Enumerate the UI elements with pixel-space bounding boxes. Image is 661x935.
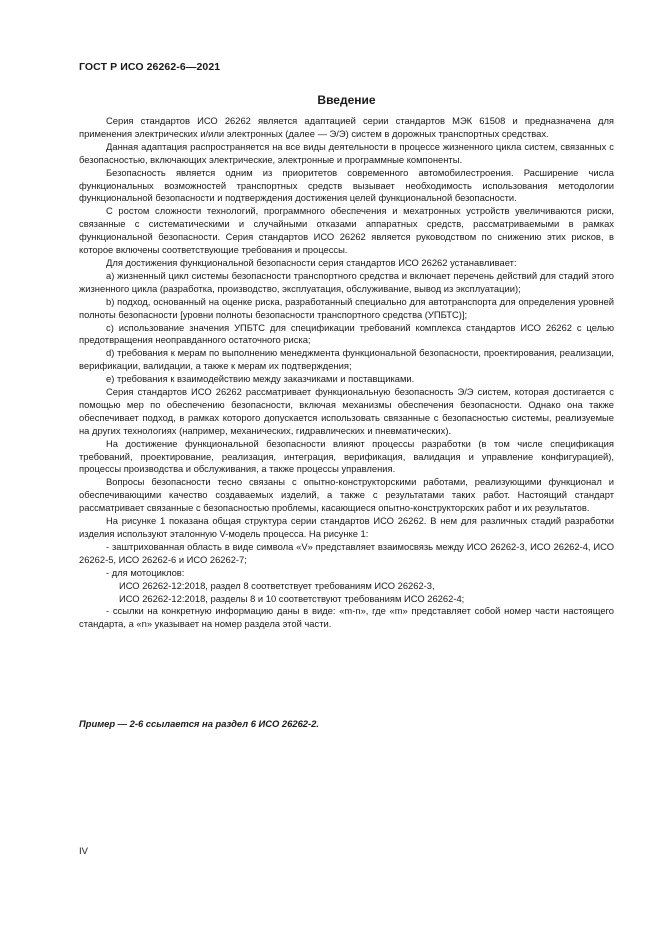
- paragraph: Серия стандартов ИСО 26262 рассматривает функциональную безопасность Э/Э систем, которая достигается с помощью мер по обеспечению безопасности, включая механизмы обеспечения безопасности. Однако она также обеспечивает подход, в рамках которого допускается использовать связанные с безопасностью системы, реализуемые на других технологиях (например, механических, гидравлических и пневматических).: [79, 386, 614, 436]
- document-header: ГОСТ Р ИСО 26262-6—2021: [79, 61, 221, 73]
- paragraph: Серия стандартов ИСО 26262 является адаптацией серии стандартов МЭК 61508 и предназначена для применения электрических и/или электронных (далее — Э/Э) систем в дорожных транспортных средствах.: [79, 115, 614, 139]
- paragraph: С ростом сложности технологий, программного обеспечения и мехатронных устройств увеличиваются риски, связанные с систематическими и случайными отказами аппаратных средств, рассматриваемыми в рамках функциональной безопасности. Серия стандартов ИСО 26262 является руководством по снижению этих рисков, в которое включены соответствующие требования и процессы.: [79, 205, 614, 256]
- section-title: Введение: [317, 93, 376, 107]
- list-item: c) использование значения УПБТС для спецификации требований комплекса стандартов ИСО 26262 с целью предотвращения неоправданного остаточного риска;: [79, 321, 614, 346]
- page-number: IV: [79, 846, 88, 857]
- paragraph: Вопросы безопасности тесно связаны с опытно-конструкторскими работами, реализующими функционал и обеспечивающими качество создаваемых изделий, а также с результатами таких работ. Настоящий стандарт рассматривает связанные с безопасностью проблемы, касающиеся опытно-конструкторских работ и их результатов.: [79, 476, 614, 514]
- list-item: - заштрихованная область в виде символа «V» представляет взаимосвязь между ИСО 26262-3, ИСО 26262-4, ИСО 26262-5, ИСО 26262-6 и ИСО 26262-7;: [79, 540, 614, 565]
- list-item: b) подход, основанный на оценке риска, разработанный специально для автотранспорта для определения уровней полноты безопасности [уровни полноты безопасности транспортного средства (УПБТС)];: [79, 295, 614, 320]
- list-item: - для мотоциклов:: [106, 566, 185, 578]
- paragraph: На достижение функциональной безопасности влияют процессы разработки (в том числе спецификация требований, проектирование, реализация, интеграция, верификация, валидация и управление конфигурацией), процессы производства и обслуживания, а также процессы управления.: [79, 437, 614, 475]
- list-item: e) требования к взаимодействию между заказчиками и поставщиками.: [106, 373, 415, 385]
- list-subitem: ИСО 26262-12:2018, разделы 8 и 10 соответствуют требованиям ИСО 26262-4;: [119, 592, 465, 604]
- list-item: a) жизненный цикл системы безопасности транспортного средства и включает перечень действий для стадий этого жизненного цикла (разработка, производство, эксплуатация, обслуживание, вывод из эксплуатации);: [79, 269, 614, 294]
- paragraph: Для достижения функциональной безопасности серия стандартов ИСО 26262 устанавливает:: [106, 256, 517, 268]
- body-text: [79, 115, 614, 631]
- example-note: Пример — 2-6 ссылается на раздел 6 ИСО 26262-2.: [79, 718, 319, 729]
- paragraph: Данная адаптация распространяется на все виды деятельности в процессе жизненного цикла систем, связанных с безопасностью, включающих электрические, электронные и программные компоненты.: [79, 140, 614, 165]
- list-item: d) требования к мерам по выполнению менеджмента функциональной безопасности, проектирования, реализации, верификации, валидации, а также к мерам их подтверждения;: [79, 347, 614, 372]
- paragraph: Безопасность является одним из приоритетов современного автомобилестроения. Расширение числа функциональных возможностей транспортных средств вызывает необходимость использования методологии функциональной безопасности и подтверждения достижения целей функциональной безопасности.: [79, 166, 614, 204]
- paragraph: На рисунке 1 показана общая структура серии стандартов ИСО 26262. В нем для различных стадий разработки изделия используют эталонную V-модель процесса. На рисунке 1:: [79, 515, 614, 539]
- list-subitem: ИСО 26262-12:2018, раздел 8 соответствует требованиям ИСО 26262-3,: [119, 579, 435, 591]
- list-item: - ссылки на конкретную информацию даны в виде: «m-n», где «m» представляет собой номер части настоящего стандарта, а «n» указывает на номер раздела этой части.: [79, 605, 614, 630]
